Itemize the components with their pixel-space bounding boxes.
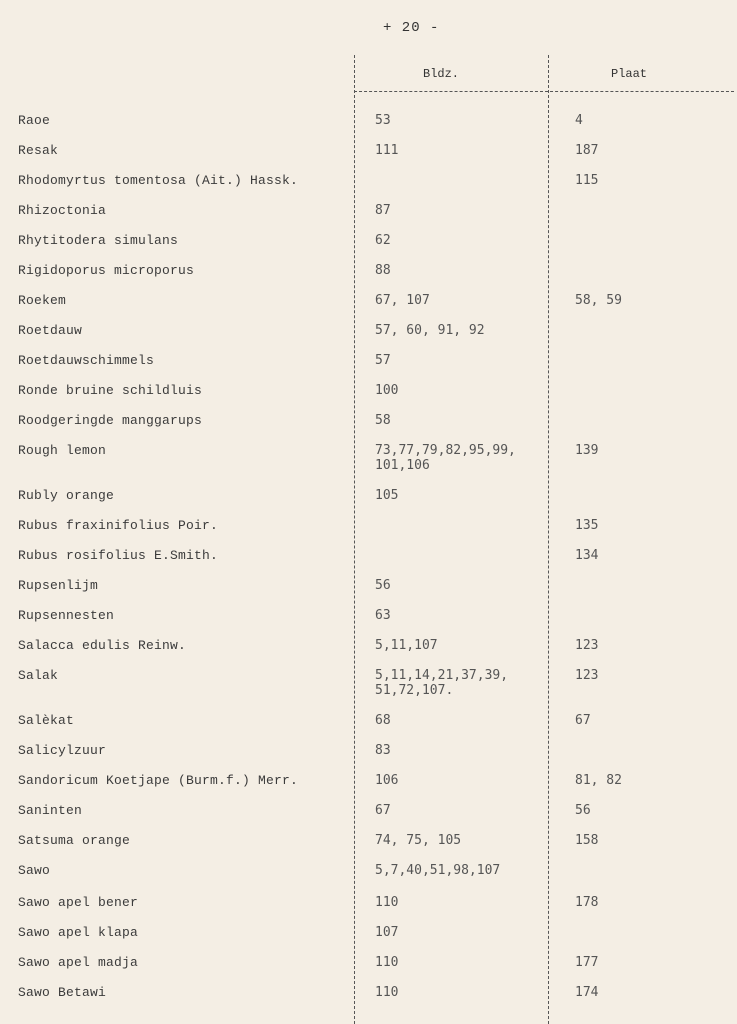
column-divider-right: [548, 55, 549, 1024]
entry-pages: 58: [375, 413, 391, 428]
entry-pages: 53: [375, 113, 391, 128]
entry-pages: 56: [375, 578, 391, 593]
entry-name: Rubus fraxinifolius Poir.: [18, 518, 219, 533]
entry-name: Rubly orange: [18, 488, 115, 503]
entry-plate: 178: [575, 895, 599, 910]
entry-pages: 5,11,14,21,37,39, 51,72,107.: [375, 668, 509, 698]
entry-pages: 67, 107: [375, 293, 430, 308]
entry-pages: 110: [375, 895, 399, 910]
entry-name: Rhodomyrtus tomentosa (Ait.) Hassk.: [18, 173, 299, 188]
entry-plate: 187: [575, 143, 599, 158]
entry-pages: 67: [375, 803, 391, 818]
entry-plate: 134: [575, 548, 599, 563]
entry-plate: 81, 82: [575, 773, 622, 788]
entry-plate: 67: [575, 713, 591, 728]
entry-plate: 123: [575, 668, 599, 683]
entry-name: Sawo apel bener: [18, 895, 139, 910]
entry-plate: 135: [575, 518, 599, 533]
entry-plate: 115: [575, 173, 599, 188]
column-header-plate: Plaat: [611, 67, 648, 81]
entry-name: Ronde bruine schildluis: [18, 383, 203, 398]
entry-pages: 111: [375, 143, 399, 158]
entry-plate: 123: [575, 638, 599, 653]
entry-name: Salacca edulis Reinw.: [18, 638, 187, 653]
column-divider-left: [354, 55, 355, 1024]
entry-name: Rupsennesten: [18, 608, 115, 623]
entry-pages: 74, 75, 105: [375, 833, 462, 848]
entry-pages: 105: [375, 488, 399, 503]
entry-name: Rigidoporus microporus: [18, 263, 195, 278]
entry-name: Resak: [18, 143, 59, 158]
entry-name: Sawo Betawi: [18, 985, 107, 1000]
entry-pages: 57: [375, 353, 391, 368]
entry-pages: 68: [375, 713, 391, 728]
entry-name: Roodgeringde manggarups: [18, 413, 203, 428]
entry-plate: 4: [575, 113, 583, 128]
entry-name: Rupsenlijm: [18, 578, 99, 593]
entry-name: Roekem: [18, 293, 67, 308]
entry-name: Salicylzuur: [18, 743, 107, 758]
entry-pages: 83: [375, 743, 391, 758]
column-header-pages: Bldz.: [423, 67, 460, 81]
entry-plate: 139: [575, 443, 599, 458]
entry-plate: 158: [575, 833, 599, 848]
entry-name: Sawo: [18, 863, 51, 878]
entry-pages: 5,11,107: [375, 638, 438, 653]
entry-pages: 63: [375, 608, 391, 623]
entry-pages: 5,7,40,51,98,107: [375, 863, 501, 878]
entry-name: Roetdauwschimmels: [18, 353, 155, 368]
entry-pages: 110: [375, 985, 399, 1000]
entry-name: Saninten: [18, 803, 83, 818]
entry-name: Raoe: [18, 113, 51, 128]
entry-name: Salak: [18, 668, 59, 683]
entry-pages: 106: [375, 773, 399, 788]
entry-name: Roetdauw: [18, 323, 83, 338]
entry-plate: 58, 59: [575, 293, 622, 308]
entry-name: Salèkat: [18, 713, 75, 728]
entry-pages: 62: [375, 233, 391, 248]
page-number: + 20 -: [383, 20, 440, 36]
entry-name: Sawo apel madja: [18, 955, 139, 970]
entry-name: Sandoricum Koetjape (Burm.f.) Merr.: [18, 773, 299, 788]
entry-name: Satsuma orange: [18, 833, 131, 848]
header-underline: [354, 91, 734, 92]
entry-name: Rubus rosifolius E.Smith.: [18, 548, 219, 563]
entry-pages: 57, 60, 91, 92: [375, 323, 485, 338]
entry-pages: 88: [375, 263, 391, 278]
entry-plate: 56: [575, 803, 591, 818]
entry-name: Rhytitodera simulans: [18, 233, 179, 248]
entry-pages: 87: [375, 203, 391, 218]
entry-name: Sawo apel klapa: [18, 925, 139, 940]
entry-pages: 107: [375, 925, 399, 940]
entry-plate: 174: [575, 985, 599, 1000]
entry-pages: 110: [375, 955, 399, 970]
entry-pages: 100: [375, 383, 399, 398]
entry-pages: 73,77,79,82,95,99, 101,106: [375, 443, 516, 473]
entry-plate: 177: [575, 955, 599, 970]
entry-name: Rhizoctonia: [18, 203, 107, 218]
entry-name: Rough lemon: [18, 443, 107, 458]
